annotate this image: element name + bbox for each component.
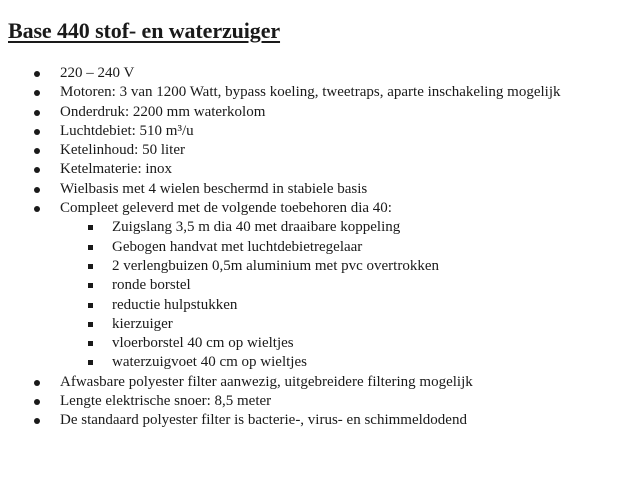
square-bullet-icon <box>88 264 93 269</box>
spec-item-text: Onderdruk: 2200 mm waterkolom <box>60 103 266 120</box>
spec-item-cord-length <box>0 392 561 411</box>
accessory-item <box>0 238 561 257</box>
square-bullet-icon <box>88 322 93 327</box>
bullet-icon <box>34 399 40 405</box>
square-bullet-icon <box>88 341 93 346</box>
accessory-text: Gebogen handvat met luchtdebietregelaar <box>112 238 363 255</box>
bullet-icon <box>34 167 40 173</box>
spec-item-voltage <box>0 64 561 83</box>
spec-item-tank-material <box>0 160 561 179</box>
spec-item-wheelbase <box>0 180 561 199</box>
spec-item-text: Afwasbare polyester filter aanwezig, uitgebreidere filtering mogelijk <box>60 373 473 390</box>
bullet-icon <box>34 71 40 77</box>
accessory-text: waterzuigvoet 40 cm op wieltjes <box>112 354 307 371</box>
accessory-item <box>0 353 561 372</box>
spec-item-filter <box>0 373 561 392</box>
spec-item-text: Compleet geleverd met de volgende toebehoren dia 40: <box>60 200 392 217</box>
spec-item-text: Luchtdebiet: 510 m³/u <box>60 122 194 139</box>
spec-item-text: Lengte elektrische snoer: 8,5 meter <box>60 393 272 410</box>
bullet-icon <box>34 418 40 424</box>
square-bullet-icon <box>88 283 93 288</box>
square-bullet-icon <box>88 360 93 365</box>
accessory-item <box>0 218 561 237</box>
spec-item-filter-antibacterial <box>0 411 561 430</box>
bullet-icon <box>34 129 40 135</box>
spec-item-tank-capacity <box>0 141 561 160</box>
document-title: Base 440 stof- en waterzuiger <box>8 18 281 43</box>
spec-item-text: Wielbasis met 4 wielen beschermd in stabiele basis <box>60 180 368 197</box>
bullet-icon <box>34 90 40 96</box>
square-bullet-icon <box>88 245 93 250</box>
accessory-item <box>0 257 561 276</box>
spec-item-text: Ketelmaterie: inox <box>60 161 173 178</box>
bullet-icon <box>34 206 40 212</box>
square-bullet-icon <box>88 225 93 230</box>
bullet-icon <box>34 187 40 193</box>
spec-item-suction <box>0 103 561 122</box>
spec-item-airflow <box>0 122 561 141</box>
spec-item-text: De standaard polyester filter is bacterie-, virus- en schimmeldodend <box>60 412 467 429</box>
accessory-item <box>0 296 561 315</box>
accessory-text: kierzuiger <box>112 315 173 332</box>
accessory-item <box>0 334 561 353</box>
accessory-text: ronde borstel <box>112 277 191 294</box>
spec-item-motors <box>0 83 561 102</box>
square-bullet-icon <box>88 303 93 308</box>
accessory-item <box>0 276 561 295</box>
spec-item-text: 220 – 240 V <box>60 65 135 81</box>
spec-list <box>0 64 561 431</box>
accessory-text: 2 verlengbuizen 0,5m aluminium met pvc overtrokken <box>112 257 439 274</box>
bullet-icon <box>34 148 40 154</box>
spec-item-text: Ketelinhoud: 50 liter <box>60 142 185 159</box>
spec-item-accessories <box>0 199 561 373</box>
accessory-text: Zuigslang 3,5 m dia 40 met draaibare koppeling <box>112 219 401 236</box>
accessory-text: reductie hulpstukken <box>112 296 238 313</box>
spec-item-text: Motoren: 3 van 1200 Watt, bypass koeling, tweetraps, aparte inschakeling mogelijk <box>60 84 561 101</box>
accessories-list <box>0 218 561 372</box>
accessory-item <box>0 315 561 334</box>
bullet-icon <box>34 110 40 116</box>
accessory-text: vloerborstel 40 cm op wieltjes <box>112 335 294 352</box>
bullet-icon <box>34 380 40 386</box>
